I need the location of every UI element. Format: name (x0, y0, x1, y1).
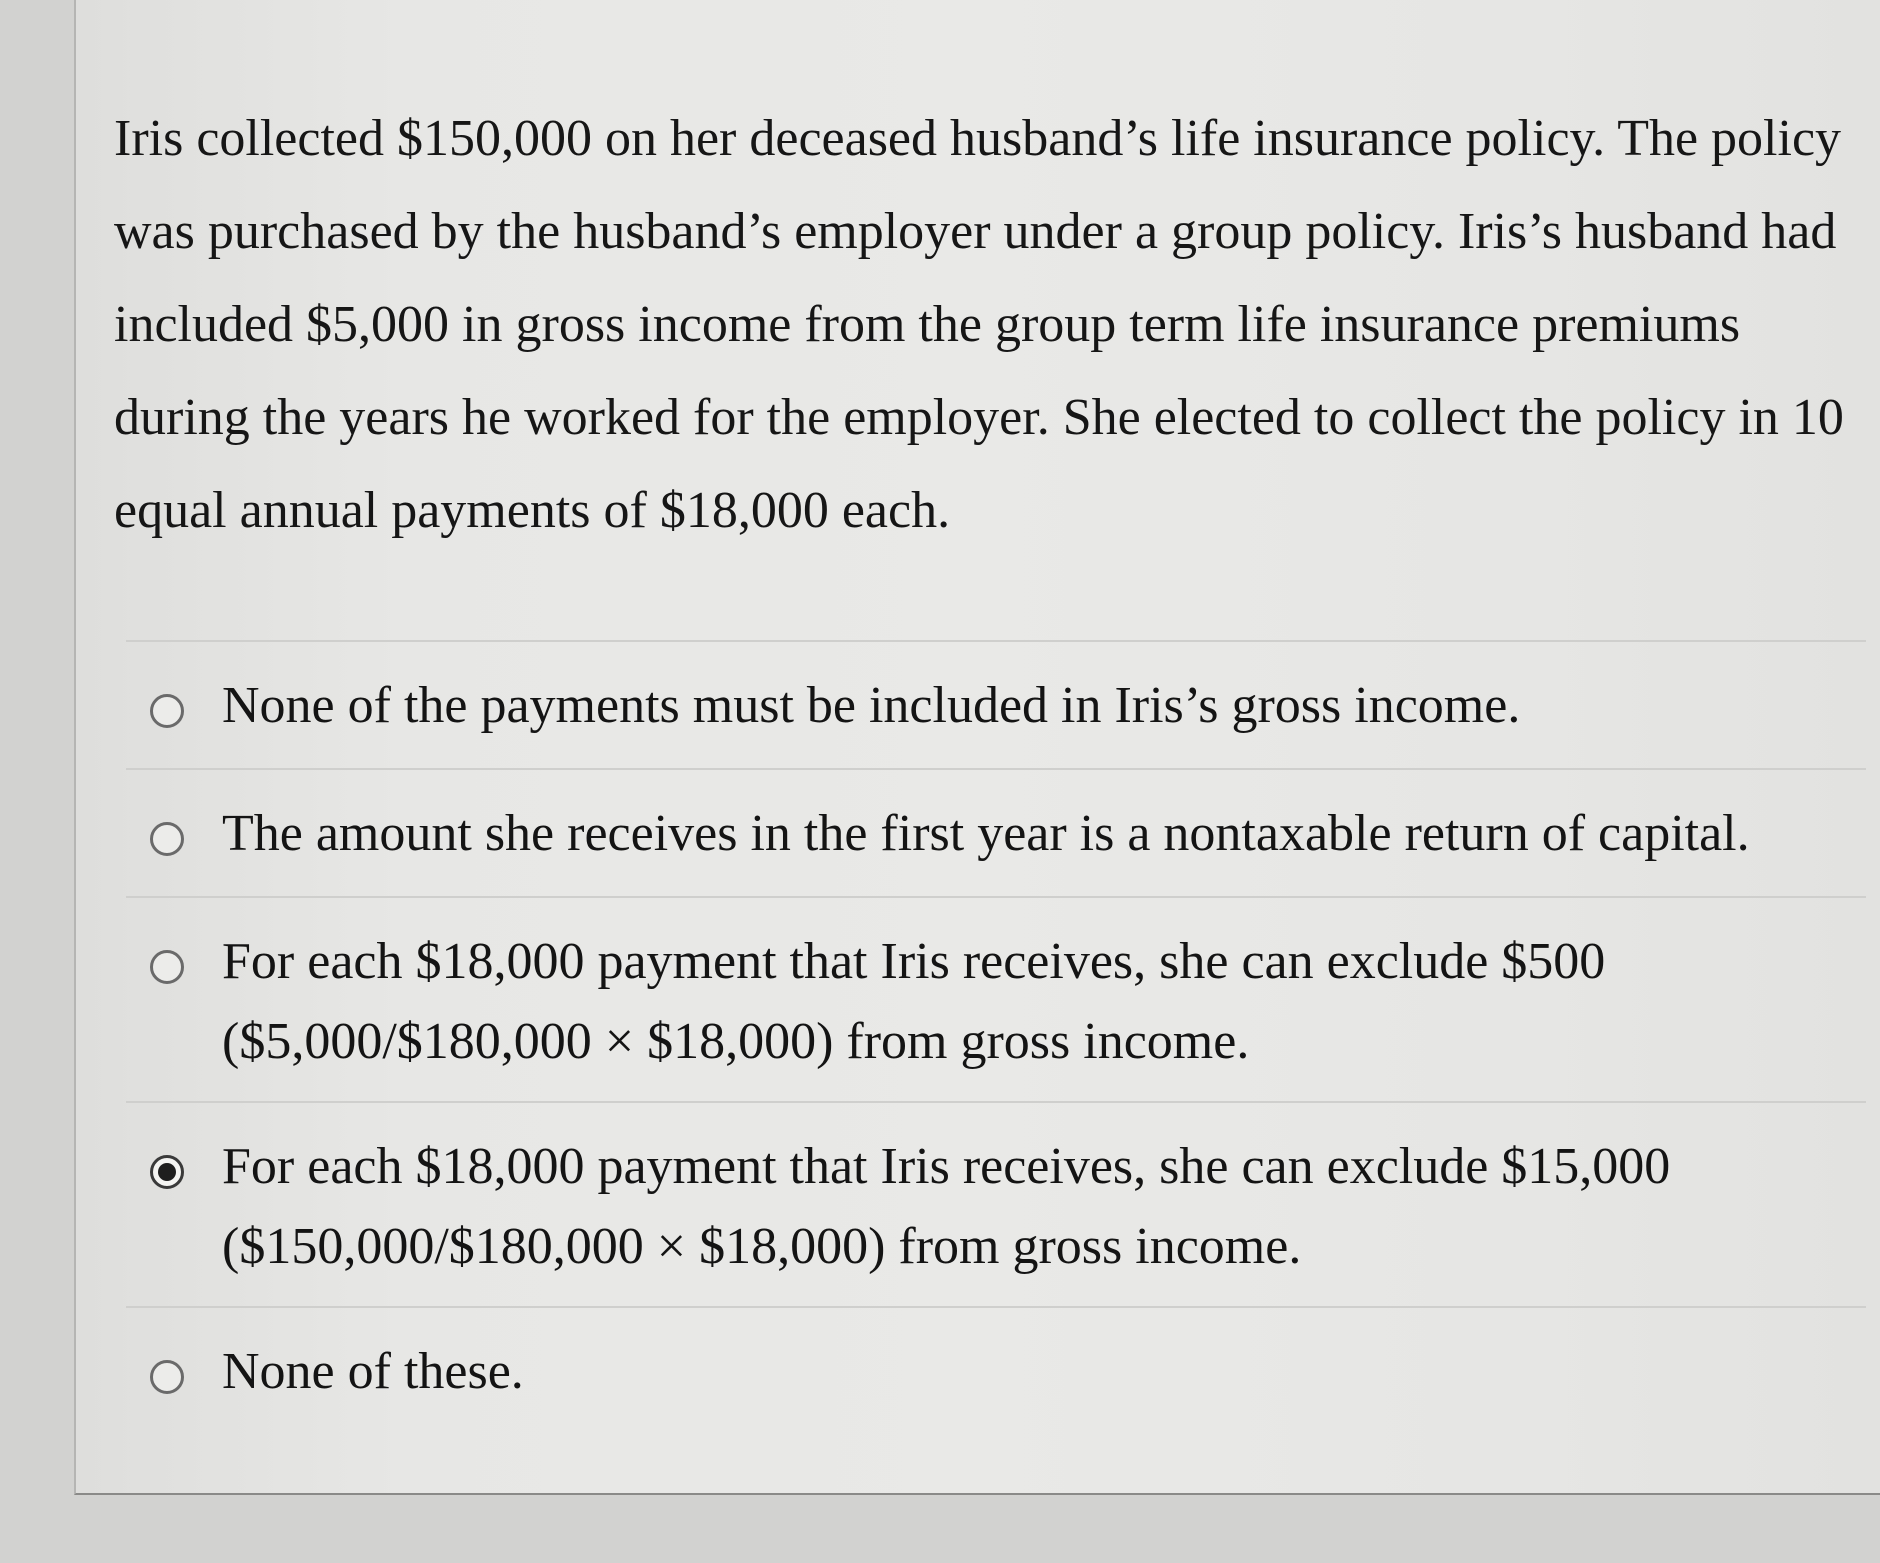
radio-button-icon[interactable] (150, 1360, 184, 1394)
answer-option-3[interactable] (126, 896, 1866, 1101)
radio-button-icon[interactable] (150, 822, 184, 856)
answer-option-label: None of these. (222, 1343, 524, 1400)
answer-option-4[interactable] (126, 1101, 1866, 1306)
answer-option-2[interactable] (126, 768, 1866, 896)
answer-option-label: None of the payments must be included in Iris’s gross income. (222, 677, 1521, 734)
question-text: Iris collected $150,000 on her deceased husband’s life insurance policy. The policy was purchased by the husband’s employer under a group policy. Iris’s husband had included $5,000 in gross income from the group term life insurance premiums during the years he worked for the employer. She elected to collect the policy in 10 equal annual payments of $18,000 each. (114, 110, 1844, 539)
question-card (74, 0, 1880, 1495)
answer-options (126, 640, 1866, 1434)
answer-option-5[interactable] (126, 1306, 1866, 1434)
answer-option-label: The amount she receives in the first year is a nontaxable return of capital. (222, 805, 1750, 862)
answer-option-label: For each $18,000 payment that Iris receives, she can exclude $15,000 ($150,000/$180,000 × $18,000) from gross income. (222, 1138, 1671, 1275)
radio-button-selected-icon[interactable] (150, 1155, 184, 1189)
radio-button-icon[interactable] (150, 694, 184, 728)
answer-option-label: For each $18,000 payment that Iris receives, she can exclude $500 ($5,000/$180,000 × $18,000) from gross income. (222, 933, 1606, 1070)
radio-button-icon[interactable] (150, 950, 184, 984)
answer-option-1[interactable] (126, 640, 1866, 768)
